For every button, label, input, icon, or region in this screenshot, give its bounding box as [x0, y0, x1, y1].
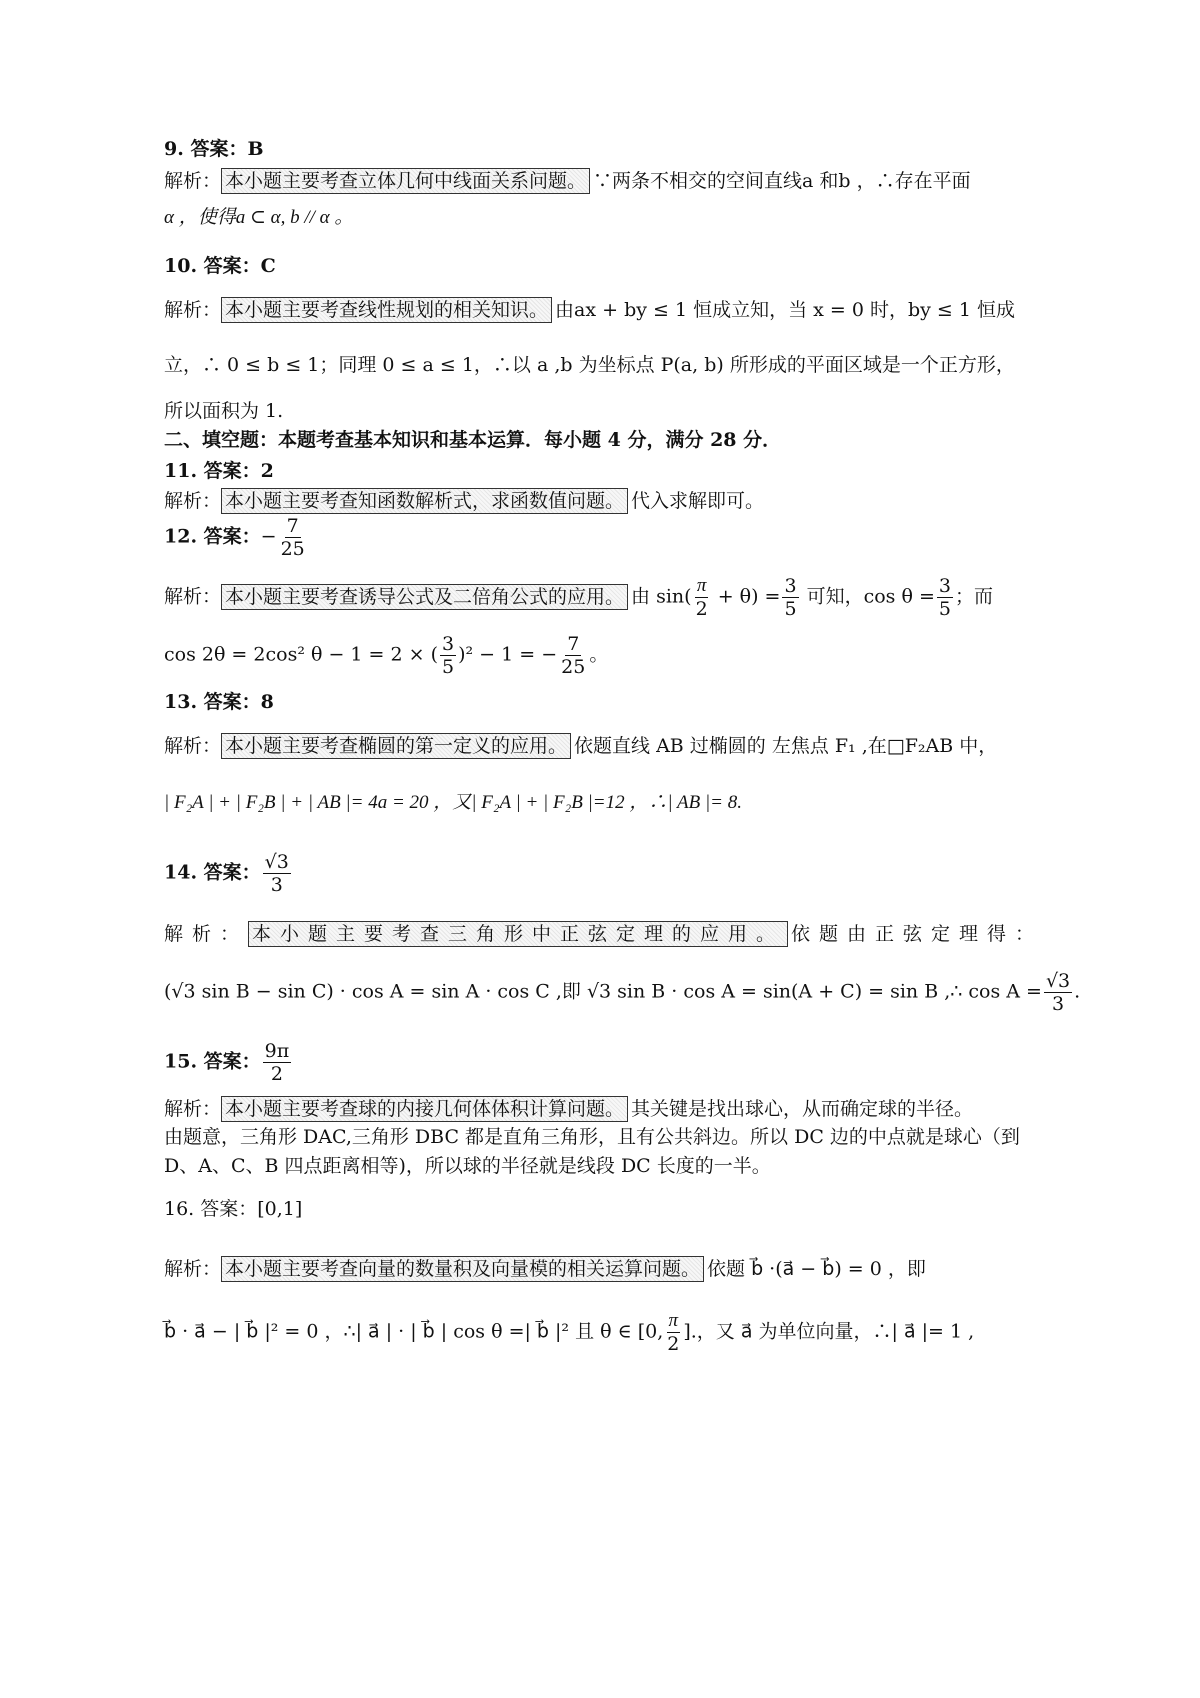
explanation-label: 解析：	[164, 1098, 222, 1120]
q14-explanation-line1: 解析： 本小题主要考查三角形中正弦定理的应用。 依题由正弦定理得：	[164, 923, 1044, 945]
answer-fraction: $\frac{7}{25}$	[280, 515, 305, 560]
q14-explanation-line2: (√3 sin B − sin C) · cos A = sin A · cos C ,即 √3 sin B · cos A = sin(A + C) = sin B ,∴ cos A = $\frac{√3}{3}$ .	[164, 970, 1081, 1015]
q10-explanation-line1	[164, 297, 1015, 323]
explanation-label: 解析：	[164, 1258, 222, 1280]
q11-answer: 11. 答案：2	[164, 460, 274, 482]
topic-box: 本小题主要考查球的内接几何体体积计算问题。	[221, 1096, 628, 1122]
topic-box: 本小题主要考查三角形中正弦定理的应用。	[248, 921, 788, 947]
explanation-label: 解析：	[164, 923, 249, 945]
q16-answer: 16. 答案：[0,1]	[164, 1198, 303, 1220]
explanation-label: 解析：	[164, 585, 222, 608]
q9-answer: 9. 答案：B	[164, 138, 264, 160]
answer-fraction: $\frac{9\pi}{2}$	[264, 1040, 290, 1085]
q9-explanation-line1	[164, 168, 971, 194]
explanation-label: 解析：	[164, 735, 222, 757]
explanation-text: ∵两条不相交的空间直线a 和b ，∴存在平面	[593, 170, 971, 192]
topic-box: 本小题主要考查知函数解析式，求函数值问题。	[221, 488, 628, 514]
q12-explanation-line1: 解析： 本小题主要考查诱导公式及二倍角公式的应用。 由 sin( $\frac{\pi}{2}$ + θ) = $\frac{3}{5}$ 可知，cos θ = $\frac{3}{5}$ ；而	[164, 575, 993, 620]
q13-answer: 13. 答案：8	[164, 691, 274, 713]
q9-explanation-line2: α ，使得a ⊂ α, b // α 。	[164, 207, 354, 228]
q16-explanation-line1: 解析： 本小题主要考查向量的数量积及向量模的相关运算问题。 依题 b⃗ ·(a⃗ − b⃗) = 0 ，即	[164, 1258, 926, 1280]
q11-explanation-line1	[164, 488, 764, 514]
explanation-label: 解析：	[164, 170, 222, 192]
q15-explanation-line3: D、A、C、B 四点距离相等)，所以球的半径就是线段 DC 长度的一半。	[164, 1155, 771, 1177]
q14-answer: 14. 答案： $\frac{√3}{3}$	[164, 851, 289, 896]
q15-explanation-line2: 由题意，三角形 DAC,三角形 DBC 都是直角三角形，且有公共斜边。所以 DC 边的中点就是球心（到	[164, 1126, 1020, 1148]
topic-box: 本小题主要考查线性规划的相关知识。	[221, 297, 552, 323]
q16-explanation-line2: b⃗ · a⃗ − | b⃗ |² = 0 ，∴| a⃗ | · | b⃗ | cos θ =| b⃗ |² 且 θ ∈ [0, $\frac{\pi}{2}$ ].，又 a⃗ 为单位向量，∴| a⃗ |= 1 ,	[164, 1310, 975, 1355]
explanation-label: 解析：	[164, 299, 222, 321]
q13-explanation-line2: | F₂A | + | F₂B | + | AB |= 4a = 20 ，又| F₂A | + | F₂B |=12 ，∴| AB |= 8.	[164, 792, 742, 813]
explanation-text: 由ax + by ≤ 1 恒成立知，当 x = 0 时，by ≤ 1 恒成	[555, 299, 1016, 321]
topic-box: 本小题主要考查椭圆的第一定义的应用。	[221, 733, 571, 759]
q10-answer: 10. 答案：C	[164, 255, 276, 277]
section-heading: 二、填空题：本题考查基本知识和基本运算．每小题 4 分，满分 28 分．	[164, 429, 782, 451]
topic-box: 本小题主要考查立体几何中线面关系问题。	[221, 168, 590, 194]
q12-answer: 12. 答案：− $\frac{7}{25}$	[164, 515, 305, 560]
answer-fraction: $\frac{√3}{3}$	[264, 851, 289, 896]
q13-explanation-line1: 解析： 本小题主要考查椭圆的第一定义的应用。 依题直线 AB 过椭圆的 左焦点 F₁ ,在□F₂AB 中，	[164, 735, 998, 757]
q10-explanation-line2: 立，∴ 0 ≤ b ≤ 1；同理 0 ≤ a ≤ 1，∴以 a ,b 为坐标点 P(a, b) 所形成的平面区域是一个正方形，	[164, 354, 1015, 376]
q12-explanation-line2: cos 2θ = 2cos² θ − 1 = 2 × ( $\frac{3}{5}$ )² − 1 = − $\frac{7}{25}$ 。	[164, 633, 609, 678]
explanation-text: 代入求解即可。	[631, 490, 765, 512]
topic-box: 本小题主要考查向量的数量积及向量模的相关运算问题。	[221, 1256, 704, 1282]
q10-explanation-line3: 所以面积为 1.	[164, 400, 284, 422]
q15-explanation-line1: 解析： 本小题主要考查球的内接几何体体积计算问题。 其关键是找出球心，从而确定球的半径。	[164, 1098, 974, 1120]
q15-answer: 15. 答案： $\frac{9\pi}{2}$	[164, 1040, 290, 1085]
topic-box: 本小题主要考查诱导公式及二倍角公式的应用。	[221, 584, 628, 610]
explanation-label: 解析：	[164, 490, 222, 512]
